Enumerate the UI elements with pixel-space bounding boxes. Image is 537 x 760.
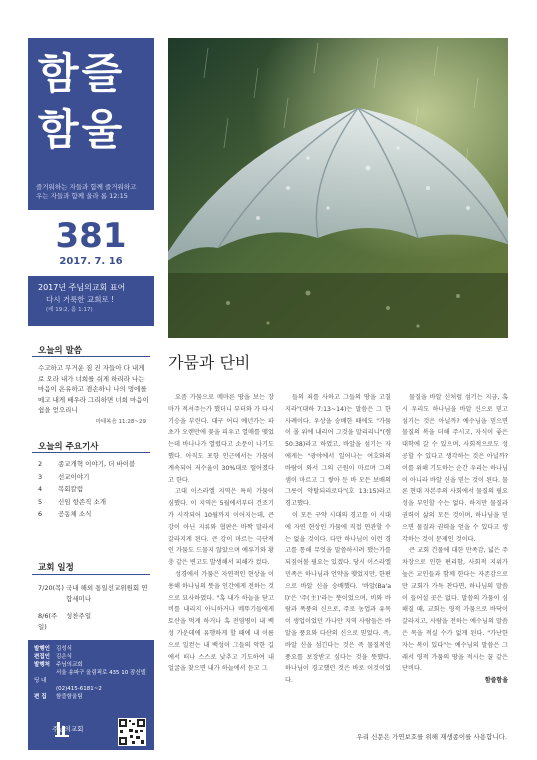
list-item[interactable] <box>38 483 150 496</box>
list-item[interactable] <box>38 496 150 509</box>
logo-line-1: 함즐 <box>38 49 126 98</box>
article-column-1 <box>168 392 274 675</box>
event-date: 7/20(목) <box>38 584 64 592</box>
event-text: 성찬주일 <box>66 612 92 620</box>
staff-role: 발행인 <box>34 646 50 652</box>
item-number: 6 <box>38 510 43 518</box>
staff-row <box>34 661 150 669</box>
item-number: 4 <box>38 485 43 493</box>
paragraph: 큰 교회 건물에 대한 만족감, 넓은 주차장으로 인한 편리함, 사회적 지위가 높은 교인들과 함께 한다는 자존감으로만 교회가 가득 찬다면, 하나님의 말씀이 들어설 곳은 없다. 말씀의 가뭄이 심해질 때, 교회는 영적 가뭄으로 바닥이 갈라지고, 사람을 전하는 예수님의 말씀은 목을 적실 수가 없게 된다. "가난한 자는 복이 있다"는 예수님의 말씀은 그래서 영적 가뭄의 땅을 적시는 꿀 같은 단비다. <box>402 547 508 673</box>
staff-role: 편 집 <box>34 694 47 700</box>
article-column-3 <box>402 392 508 687</box>
qr-code-icon[interactable] <box>118 718 146 746</box>
publisher-footer <box>28 640 154 750</box>
issue-box <box>28 210 154 276</box>
recycled-paper-notice: 우리 신문은 가연보호를 위해 재생종이를 사용합니다. <box>356 733 507 741</box>
item-text: 신임 항존직 소개 <box>58 497 107 506</box>
article-title: 가뭄과 단비 <box>168 353 251 372</box>
event-date: 8/6(주일) <box>38 612 58 631</box>
staff-role: 편집인 <box>34 654 50 660</box>
paragraph: 들의 죄를 사하고 그들의 땅을 고칠지라"(대하 7:13~14)는 말씀은 그 한 사례이다. 우상을 숭배한 때에도 "가뭄이 몰 위에 내리어 그것을 말리리니"(렘 50:38)라고 하였고, 바알을 섬기는 자에게는 "광야에서 일어나는 여호와의 바람이 와서 그의 근원이 마르며 그의 샘이 마르고 그 쌓아 둔 바 모든 보배의 그릇이 약탈되리로다"(호 13:15)라고 경고했다. <box>285 394 391 508</box>
issue-number: 381 <box>55 216 127 256</box>
weekly-heading: 오늘의 주요기사 <box>38 442 99 452</box>
divider <box>32 452 150 453</box>
weekly-list <box>38 458 150 521</box>
sidebar <box>28 38 154 750</box>
staff-role: 발행처 <box>34 662 50 668</box>
umbrella-rain-photo <box>168 38 508 338</box>
verse-body: 수고하고 무거운 짐 진 자들아 다 내게로 오라 내가 너희를 쉬게 하리라 나는 마음이 온유하고 겸손하니 나의 멍에를 메고 내게 배우라 그리하면 너희 마음이 쉼을 얻으리니 <box>38 364 149 414</box>
events-heading: 교회 일정 <box>38 563 74 573</box>
intro-verse-line-2: 우는 자들과 함께 울라 롬 12:15 <box>36 192 128 200</box>
event-row <box>38 611 152 631</box>
list-item[interactable] <box>38 458 150 471</box>
staff-list <box>34 645 150 701</box>
article-column-2 <box>285 392 391 687</box>
item-number: 2 <box>38 460 43 468</box>
divider <box>32 356 150 357</box>
staff-value: 김은식 <box>56 654 72 660</box>
events-list <box>38 583 152 631</box>
theme-subtitle: 다시 거룩한 교회로 ! <box>46 295 115 304</box>
verse-heading: 오늘의 말씀 <box>38 346 83 356</box>
paragraph: 성경에서 가뭄은 자연적인 현상을 이용해 하나님의 뜻을 인간에게 전하는 것으로 묘사하였다. "혹 내가 하늘을 닫고 비를 내리지 아니하거나 메뚜기들에게 토산을 먹게 하거나 혹 전염병이 내 백성 가운데에 유행하게 할 때에 내 이름으로 일컫는 내 백성이 그들의 악한 길에서 떠나 스스로 낮추고 기도하여 내 얼굴을 찾으면 내가 하늘에서 듣고 그 <box>168 570 274 673</box>
staff-value: (02)415-6181~2 <box>56 686 102 692</box>
event-row <box>38 583 152 605</box>
intro-verse-line-1: 즐거워하는 자들과 함께 즐거워하고 <box>36 183 137 191</box>
staff-value: 주님의교회 <box>56 662 83 668</box>
item-text: 목회칼럼 <box>58 485 84 493</box>
list-item[interactable] <box>38 508 150 521</box>
paragraph: 이 모든 구약 시대의 경고를 이 시대에 자연 현상인 가뭄에 직접 연관할 수는 없을 것이다. 다만 하나님이 이런 경고를 통해 무엇을 말씀하시려 했는가를 되짚어볼 필요는 있겠다. 당시 이스라엘 민족은 하나님과 언약을 맺었지만, 한편으로 바알 신을 숭배했다. '바알(Ba'al)'은 '주(主)'라는 뜻이었으며, 비와 바람과 폭풍의 신으로, 주로 농업과 유목이 생업이었던 가나안 지역 사람들은 바알을 풍요와 다산의 신으로 믿었다. 즉, 바알 신을 섬긴다는 것은 즉 물질적인 풍요를 보장받고 싶다는 것을 뜻했다. 하나님이 경고했던 것은 바로 이것이었다. <box>285 511 391 685</box>
list-item[interactable] <box>38 471 150 484</box>
staff-row <box>34 653 150 661</box>
theme-ref: (레 19:2, 롬 1:17) <box>46 307 93 313</box>
item-number: 5 <box>38 497 43 506</box>
item-text: 종교개혁 이야기, 더 바이블 <box>58 460 136 468</box>
staff-value: 서울 송파구 올림픽로 435 10 잠신빌딩 내 <box>34 670 146 684</box>
staff-row <box>34 645 150 653</box>
paragraph: 요즘 가뭄으로 메마른 땅을 보는 장마가 적셔주는가 했더니 부터와 가 다시 기승을 부린다. 대구 어디 예년가는 파초가 오랜만에 꽃을 피우고 열매를 맺었는데 바나나가 열렸다고 소문이 나기도 했다. 아직도 포항 인근에서는 가뭄이 계속되어 저수율이 30%대로 떨어졌다고 한다. <box>168 394 274 484</box>
divider <box>32 574 150 575</box>
staff-row <box>34 693 150 701</box>
newsletter-logo <box>38 46 146 176</box>
theme-title: 2017년 주님의교회 표어 <box>38 283 126 292</box>
church-theme <box>28 276 154 326</box>
event-text: 국내 해외 통일선교위원회 연합세미나 <box>66 584 148 603</box>
item-text: 공동체 소식 <box>58 510 92 518</box>
church-name: 주님의교회 <box>52 725 84 733</box>
intro-verse <box>36 183 148 201</box>
issue-date: 2017. 7. 16 <box>59 256 123 267</box>
staff-value: 함즐함울팀 <box>56 694 83 700</box>
masthead <box>28 38 154 276</box>
paragraph: 물질을 바알 신처럼 섬기는 지금, 혹시 우리도 하나님을 바알 신으로 믿고 섬기는 것은 아닐까? 예수님을 믿으면 물질의 복을 더해 주시고, 자식이 좋은 대학에 갈 수 있으며, 사회적으로도 성공할 수 있다고 생각하는 것은 아닐까? 이를 위해 기도하는 순간 우리는 하나님이 아니라 바알 신을 믿는 것이 된다. 물론 현대 자본주의 사회에서 물질의 필요성을 부인할 수는 없다. 하지만 물질과 권력이 삶의 모든 것이며, 하나님을 믿으면 물질과 권력을 얻을 수 있다고 생각하는 것이 문제인 것이다. <box>402 394 508 543</box>
item-number: 3 <box>38 472 43 481</box>
staff-row <box>34 685 150 693</box>
paragraph: 고대 이스라엘 지역은 특히 가뭄이 심했다. 이 지역은 5월에서부터 건조기가 시작되어 10월까지 이어지는데, 큰 강이 아닌 지류와 협판은 바짝 말라서 갈라지게 된다. 큰 강이 마르는 극단적인 가뭄도 드물지 않았으며 예루기와 황충 같은 변고도 발생해서 피해가 컸다. <box>168 488 274 567</box>
verse-ref: 마태복음 11:28~29 <box>95 419 146 425</box>
logo-line-2: 함울 <box>38 105 126 154</box>
staff-row <box>34 669 150 685</box>
item-text: 선교이야기 <box>58 472 90 481</box>
article-signature: 함즐함울 <box>484 677 508 685</box>
staff-value: 김성식 <box>56 646 72 652</box>
